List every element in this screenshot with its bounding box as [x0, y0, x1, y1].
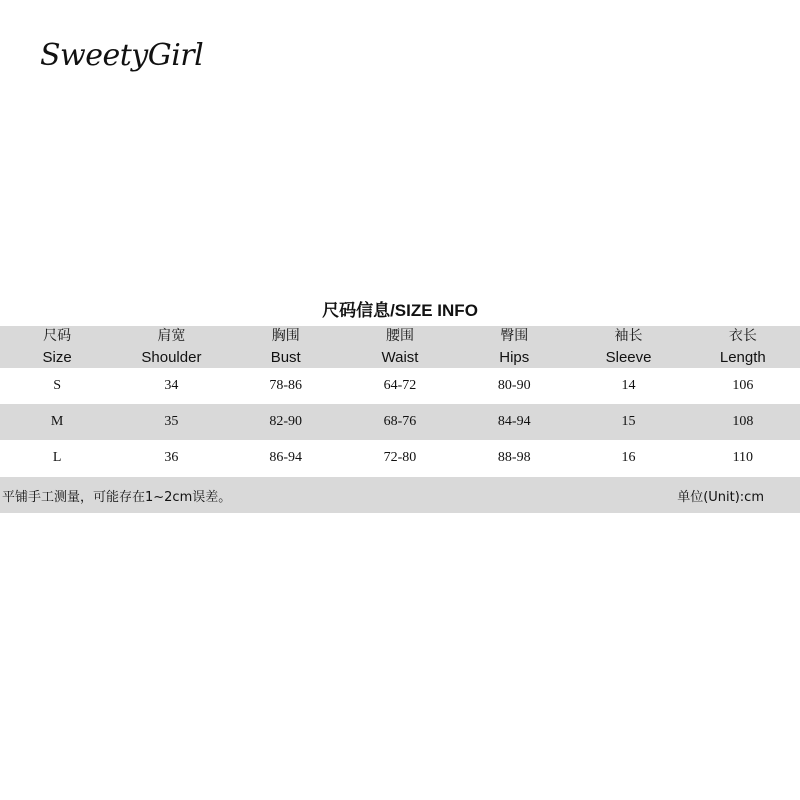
table-cell: 110 — [732, 450, 754, 465]
table-cell: 36 — [164, 450, 179, 465]
table-cell: 68-76 — [383, 414, 417, 429]
header-hips — [457, 326, 571, 368]
header-size — [0, 326, 114, 368]
table-row — [0, 440, 800, 476]
table-cell: 108 — [732, 414, 754, 429]
header-en-label: Hips — [499, 349, 530, 366]
header-cn-label: 臀围 — [500, 328, 529, 344]
header-en-label: Waist — [381, 349, 419, 366]
table-cell: S — [53, 378, 62, 393]
header-cn-label: 腰围 — [385, 328, 414, 344]
table-footer — [0, 477, 800, 513]
table-cell: 34 — [164, 378, 179, 393]
header-en-label: Size — [42, 349, 72, 366]
table-cell: 78-86 — [269, 378, 303, 393]
table-cell: 84-94 — [497, 414, 531, 429]
header-cn-label: 肩宽 — [157, 328, 186, 344]
table-cell: 82-90 — [269, 414, 303, 429]
header-sleeve — [571, 326, 685, 368]
unit-label: 单位(Unit):cm — [677, 489, 764, 505]
table-cell: 64-72 — [383, 378, 417, 393]
header-length — [686, 326, 800, 368]
table-cell: 72-80 — [383, 450, 417, 465]
header-en-label: Length — [719, 349, 766, 366]
table-cell: 15 — [621, 414, 636, 429]
table-cell: 86-94 — [269, 450, 303, 465]
header-waist — [343, 326, 457, 368]
header-cn-label: 胸围 — [271, 328, 300, 344]
table-cell: M — [50, 414, 64, 429]
table-cell: 14 — [621, 378, 636, 393]
table-cell: 16 — [621, 450, 636, 465]
header-shoulder — [114, 326, 228, 368]
header-en-label: Shoulder — [141, 349, 202, 366]
brand-logo: SweetyGirl — [40, 38, 204, 73]
table-cell: 35 — [164, 414, 179, 429]
table-cell: 88-98 — [497, 450, 531, 465]
table-cell: 106 — [732, 378, 754, 393]
header-cn-label: 袖长 — [614, 328, 643, 344]
page-title: 尺码信息/SIZE INFO — [322, 301, 478, 320]
header-cn-label: 衣长 — [728, 328, 757, 344]
measurement-note: 平铺手工测量，可能存在1~2cm误差。 — [2, 489, 232, 505]
header-cn-label: 尺码 — [43, 328, 72, 344]
header-bust — [229, 326, 343, 368]
table-header-row — [0, 326, 800, 368]
table-cell: L — [52, 450, 62, 465]
size-table — [0, 326, 800, 476]
header-en-label: Bust — [270, 349, 301, 366]
table-row — [0, 404, 800, 440]
header-en-label: Sleeve — [605, 349, 652, 366]
table-row — [0, 368, 800, 404]
table-cell: 80-90 — [497, 378, 531, 393]
